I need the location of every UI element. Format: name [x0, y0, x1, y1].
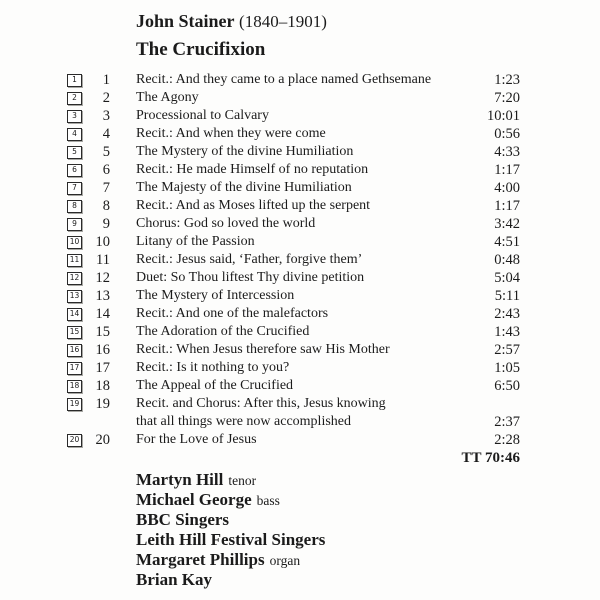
track-box-cell	[67, 380, 84, 393]
track-number: 10	[95, 233, 110, 250]
track-box-cell	[67, 74, 84, 87]
track-row	[0, 269, 520, 287]
track-title: Recit.: And they came to a place named Gethsemane	[136, 72, 432, 87]
track-number: 3	[102, 107, 110, 124]
total-time-row	[0, 449, 520, 467]
track-number-box-icon: 2	[67, 92, 82, 105]
track-box-cell	[67, 146, 84, 159]
track-time: 2:57	[494, 341, 520, 358]
track-number: 15	[95, 323, 110, 340]
track-row	[0, 107, 520, 125]
track-number-box-icon: 20	[67, 434, 82, 447]
performer-row	[136, 470, 325, 490]
track-number-box-icon: 13	[67, 290, 82, 303]
track-number-box-icon: 10	[67, 236, 82, 249]
track-number: 6	[102, 161, 110, 178]
track-number: 13	[95, 287, 110, 304]
track-title: The Appeal of the Crucified	[136, 378, 294, 393]
track-row	[0, 125, 520, 143]
track-time: 1:23	[494, 71, 520, 88]
track-row	[0, 215, 520, 233]
track-number-box-icon: 18	[67, 380, 82, 393]
track-title: For the Love of Jesus	[136, 432, 257, 447]
track-box-cell	[67, 254, 84, 267]
performer-role: bass	[256, 493, 280, 508]
track-number-box-icon: 1	[67, 74, 82, 87]
track-title: Recit.: Jesus said, ‘Father, forgive them’	[136, 252, 363, 267]
track-time: 4:51	[494, 233, 520, 250]
track-number-box-icon: 14	[67, 308, 82, 321]
track-title: Recit.: And as Moses lifted up the serpent	[136, 198, 371, 213]
track-number: 5	[102, 143, 110, 160]
track-time: 4:00	[494, 179, 520, 196]
track-number-box-icon: 5	[67, 146, 82, 159]
track-title: The Adoration of the Crucified	[136, 324, 310, 339]
work-title: The Crucifixion	[136, 39, 266, 60]
track-number: 1	[102, 71, 110, 88]
track-row	[0, 341, 520, 359]
track-time: 1:17	[494, 197, 520, 214]
track-row	[0, 197, 520, 215]
track-number-box-icon: 17	[67, 362, 82, 375]
track-row	[0, 305, 520, 323]
track-number-box-icon: 15	[67, 326, 82, 339]
track-time: 4:33	[494, 143, 520, 160]
track-number: 8	[102, 197, 110, 214]
track-time: 0:56	[494, 125, 520, 142]
track-title: Recit.: And when they were come	[136, 126, 326, 141]
performer-row	[136, 510, 325, 530]
track-number: 2	[102, 89, 110, 106]
performer-row	[136, 570, 325, 590]
tracklist	[0, 71, 520, 467]
track-row	[0, 71, 520, 89]
track-number-box-icon: 16	[67, 344, 82, 357]
performer-name: BBC Singers	[136, 510, 230, 529]
track-number: 4	[102, 125, 110, 142]
track-number: 12	[95, 269, 110, 286]
track-time: 1:05	[494, 359, 520, 376]
composer-dates: (1840–1901)	[239, 12, 327, 31]
performer-name: Brian Kay	[136, 570, 213, 589]
performer-name: Michael George	[136, 490, 252, 509]
track-title: The Mystery of the divine Humiliation	[136, 144, 354, 159]
track-row	[0, 377, 520, 395]
track-time: 0:48	[494, 251, 520, 268]
track-box-cell	[67, 290, 84, 303]
track-row	[0, 143, 520, 161]
track-box-cell	[67, 182, 84, 195]
track-title: Litany of the Passion	[136, 234, 255, 249]
track-box-cell	[67, 308, 84, 321]
track-number: 18	[95, 377, 110, 394]
track-box-cell	[67, 398, 84, 411]
track-box-cell	[67, 272, 84, 285]
track-number: 20	[95, 431, 110, 448]
track-number: 14	[95, 305, 110, 322]
performer-name: Margaret Phillips	[136, 550, 265, 569]
track-time: 1:17	[494, 161, 520, 178]
track-row	[0, 287, 520, 305]
track-number-box-icon: 12	[67, 272, 82, 285]
track-number-box-icon: 7	[67, 182, 82, 195]
track-title: Duet: So Thou liftest Thy divine petition	[136, 270, 365, 285]
track-time: 2:37	[494, 413, 520, 430]
track-title: Chorus: God so loved the world	[136, 216, 316, 231]
performer-row	[136, 550, 325, 570]
track-box-cell	[67, 92, 84, 105]
track-number: 11	[96, 251, 110, 268]
track-box-cell	[67, 362, 84, 375]
track-box-cell	[67, 200, 84, 213]
track-time: 2:43	[494, 305, 520, 322]
track-time: 10:01	[486, 107, 520, 124]
track-number-box-icon: 11	[67, 254, 82, 267]
credits	[136, 470, 325, 590]
track-row	[0, 323, 520, 341]
track-row	[0, 179, 520, 197]
performer-name: Martyn Hill	[136, 470, 224, 489]
track-time: 7:20	[494, 89, 520, 106]
track-box-cell	[67, 110, 84, 123]
performer-row	[136, 530, 325, 550]
track-time: 6:50	[494, 377, 520, 394]
track-number-box-icon: 3	[67, 110, 82, 123]
track-time: 2:28	[494, 431, 520, 448]
track-box-cell	[67, 344, 84, 357]
track-number: 9	[102, 215, 110, 232]
track-number-box-icon: 8	[67, 200, 82, 213]
track-time: 3:42	[494, 215, 520, 232]
performer-name: Leith Hill Festival Singers	[136, 530, 326, 549]
track-row	[0, 413, 520, 431]
composer-name: John Stainer	[136, 11, 235, 31]
track-row	[0, 233, 520, 251]
track-box-cell	[67, 434, 84, 447]
track-title: that all things were now accomplished	[136, 414, 351, 429]
track-title: Processional to Calvary	[136, 108, 269, 123]
track-box-cell	[67, 218, 84, 231]
performer-role: organ	[269, 553, 301, 568]
performer-row	[136, 490, 325, 510]
track-time: 5:04	[494, 269, 520, 286]
track-number: 19	[95, 395, 110, 412]
track-row	[0, 251, 520, 269]
track-row	[0, 395, 520, 413]
track-row	[0, 359, 520, 377]
track-title: Recit.: Is it nothing to you?	[136, 360, 290, 375]
track-title: Recit.: When Jesus therefore saw His Mother	[136, 342, 390, 357]
track-row	[0, 161, 520, 179]
track-number-box-icon: 6	[67, 164, 82, 177]
track-row	[0, 431, 520, 449]
track-box-cell	[67, 164, 84, 177]
track-time: 5:11	[494, 287, 520, 304]
track-number-box-icon: 19	[67, 398, 82, 411]
track-title: Recit.: He made Himself of no reputation	[136, 162, 369, 177]
track-number-box-icon: 9	[67, 218, 82, 231]
track-box-cell	[67, 326, 84, 339]
track-title: The Mystery of Intercession	[136, 288, 295, 303]
track-number: 17	[95, 359, 110, 376]
track-number: 16	[95, 341, 110, 358]
track-number: 7	[102, 179, 110, 196]
track-number-box-icon: 4	[67, 128, 82, 141]
performer-role: tenor	[228, 473, 257, 488]
track-row	[0, 89, 520, 107]
track-box-cell	[67, 128, 84, 141]
track-title: Recit. and Chorus: After this, Jesus knowing	[136, 396, 386, 411]
track-box-cell	[67, 236, 84, 249]
total-time: TT 70:46	[461, 449, 520, 466]
track-title: Recit.: And one of the malefactors	[136, 306, 329, 321]
track-time: 1:43	[494, 323, 520, 340]
track-title: The Agony	[136, 90, 199, 105]
track-title: The Majesty of the divine Humiliation	[136, 180, 352, 195]
composer-line	[136, 11, 327, 32]
